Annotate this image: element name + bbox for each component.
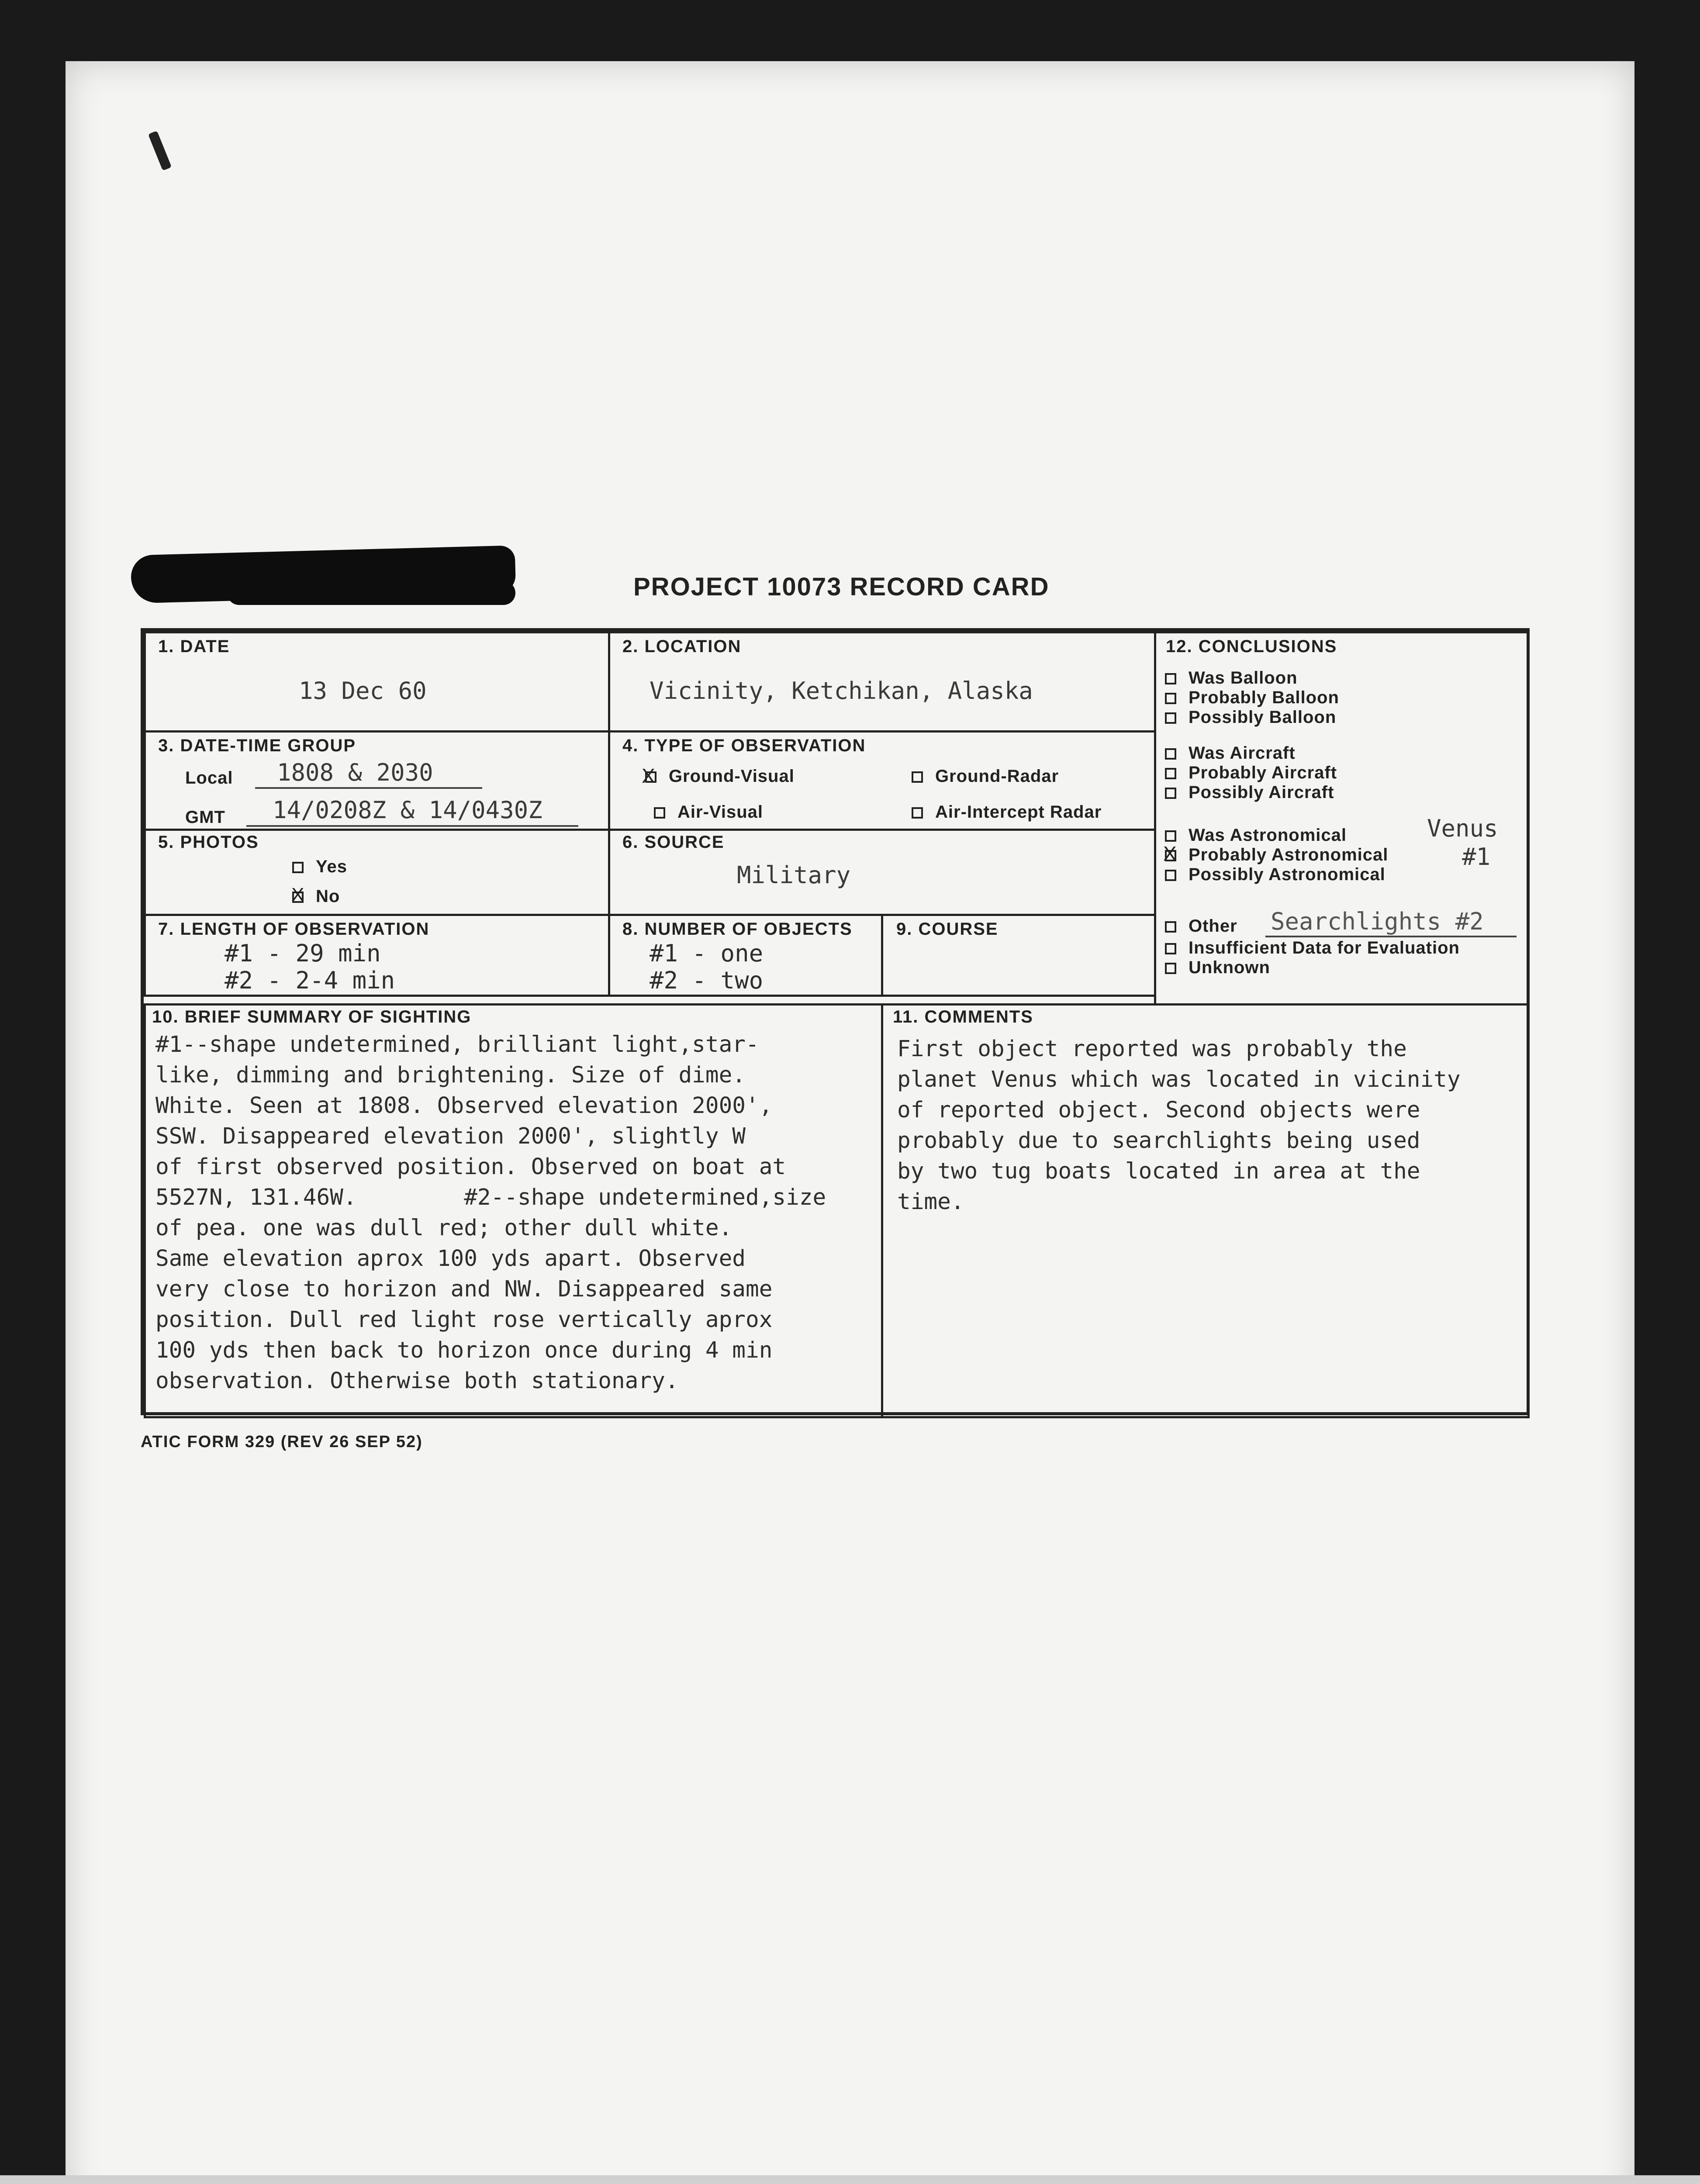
location-cell [608,631,1156,733]
unknown-option[interactable] [1165,958,1270,978]
date-value: 13 Dec 60 [299,677,427,705]
astronomical-note-number: #1 [1462,843,1491,871]
photos-cell [144,829,610,916]
summary-line-7: of pea. one was dull red; other dull white. [155,1215,733,1241]
probably-aircraft-option[interactable] [1165,763,1337,783]
insufficient-data-label: Insufficient Data for Evaluation [1189,938,1460,957]
photos-no-check: X [291,884,305,905]
comments-line-5: by two tug boats located in area at the [897,1158,1420,1184]
air-visual-label: Air-Visual [677,802,763,822]
probably-balloon-checkbox[interactable] [1165,693,1176,704]
was-aircraft-checkbox[interactable] [1165,748,1176,760]
summary-line-3: White. Seen at 1808. Observed elevation 2000', [155,1093,773,1119]
was-balloon-label: Was Balloon [1189,668,1298,688]
possibly-aircraft-checkbox[interactable] [1165,788,1176,799]
was-balloon-option[interactable] [1165,668,1298,688]
other-underline [1265,936,1517,937]
record-card [141,628,1530,1415]
air-intercept-radar-checkbox[interactable] [912,807,923,819]
date-cell [144,631,610,733]
location-value: Vicinity, Ketchikan, Alaska [650,677,1033,705]
probably-astronomical-label: Probably Astronomical [1189,845,1389,864]
conclusions-cell [1154,631,1530,1006]
length-of-observation-values [225,940,395,994]
unknown-label: Unknown [1189,958,1270,977]
gmt-value: 14/0208Z & 14/0430Z [273,796,542,824]
probably-aircraft-checkbox[interactable] [1165,768,1176,779]
ground-radar-checkbox[interactable] [912,771,923,783]
brief-summary-text [155,1030,826,1396]
gmt-label: GMT [185,808,225,827]
comments-line-6: time. [897,1189,964,1215]
ground-visual-label: Ground-Visual [669,767,795,786]
possibly-balloon-option[interactable] [1165,708,1336,727]
course-cell [881,914,1156,997]
summary-line-8: Same elevation aprox 100 yds apart. Observed [155,1246,746,1272]
possibly-balloon-label: Possibly Balloon [1189,708,1337,727]
number-of-objects-values [650,940,763,994]
possibly-aircraft-label: Possibly Aircraft [1189,783,1334,802]
air-intercept-radar-label: Air-Intercept Radar [935,802,1102,822]
ground-visual-option[interactable] [642,764,795,787]
unknown-checkbox[interactable] [1165,963,1176,974]
objects-line-2: #2 - two [650,967,764,994]
was-astronomical-label: Was Astronomical [1189,826,1347,845]
possibly-astronomical-option[interactable] [1165,865,1386,885]
location-label: 2. LOCATION [622,637,742,656]
course-label: 9. COURSE [896,919,999,939]
photos-yes-checkbox[interactable] [292,862,304,873]
date-time-group-label: 3. DATE-TIME GROUP [158,736,356,755]
background-band [0,2175,1700,2184]
was-balloon-checkbox[interactable] [1165,673,1176,684]
conclusions-label: 12. CONCLUSIONS [1166,637,1337,656]
comments-cell [881,1003,1530,1418]
brief-summary-cell [144,1003,883,1418]
other-checkbox[interactable] [1165,921,1176,933]
summary-line-12: observation. Otherwise both stationary. [155,1368,679,1394]
number-of-objects-label: 8. NUMBER OF OBJECTS [622,919,853,939]
brief-summary-label: 10. BRIEF SUMMARY OF SIGHTING [152,1007,472,1026]
summary-line-5: of first observed position. Observed on boat at [155,1154,786,1180]
was-aircraft-option[interactable] [1165,743,1296,763]
photos-yes-option[interactable] [292,857,347,877]
summary-line-4: SSW. Disappeared elevation 2000', slightly W [155,1123,746,1149]
summary-line-10: position. Dull red light rose vertically aprox [155,1307,773,1333]
card-title: PROJECT 10073 RECORD CARD [633,573,1050,601]
comments-line-4: probably due to searchlights being used [897,1128,1420,1154]
probably-balloon-option[interactable] [1165,688,1339,708]
photos-yes-label: Yes [316,857,347,876]
length-line-2: #2 - 2-4 min [225,967,395,994]
source-label: 6. SOURCE [622,833,725,852]
objects-line-1: #1 - one [650,940,764,967]
summary-line-1: #1--shape undetermined, brilliant light,star- [155,1032,759,1057]
was-astronomical-checkbox[interactable] [1165,830,1176,842]
other-value: Searchlights #2 [1271,908,1484,935]
air-intercept-radar-option[interactable] [912,802,1102,822]
local-underline [255,787,482,789]
type-of-observation-label: 4. TYPE OF OBSERVATION [622,736,866,755]
ground-radar-label: Ground-Radar [935,767,1059,786]
probably-astronomical-option[interactable] [1163,842,1389,865]
air-visual-checkbox[interactable] [654,807,665,819]
gmt-underline [246,825,578,827]
date-label: 1. DATE [158,637,230,656]
other-label: Other [1189,916,1237,936]
ground-visual-check: X [642,764,656,787]
probably-astronomical-check: X [1163,842,1177,865]
date-time-group-cell [144,730,610,831]
probably-balloon-label: Probably Balloon [1189,688,1339,707]
comments-label: 11. COMMENTS [893,1007,1033,1026]
form-footer: ATIC FORM 329 (REV 26 SEP 52) [141,1433,423,1451]
photos-no-label: No [316,887,340,906]
redaction-mark-tail [227,581,515,605]
length-of-observation-label: 7. LENGTH OF OBSERVATION [158,919,430,939]
comments-line-1: First object reported was probably the [897,1036,1407,1062]
source-cell [608,829,1156,916]
summary-line-2: like, dimming and brightening. Size of dime. [155,1062,746,1088]
summary-line-11: 100 yds then back to horizon once during 4 min [155,1337,773,1363]
air-visual-option[interactable] [654,802,763,822]
length-of-observation-cell [144,914,610,997]
type-of-observation-cell [608,730,1156,831]
length-line-1: #1 - 29 min [225,940,381,967]
comments-line-3: of reported object. Second objects were [897,1097,1420,1123]
summary-line-9: very close to horizon and NW. Disappeared same [155,1276,773,1302]
astronomical-note-venus: Venus [1427,815,1498,842]
possibly-aircraft-option[interactable] [1165,783,1334,802]
was-aircraft-label: Was Aircraft [1189,743,1296,763]
other-option[interactable] [1165,916,1237,936]
ground-radar-option[interactable] [912,767,1059,786]
probably-aircraft-label: Probably Aircraft [1189,763,1337,782]
photos-label: 5. PHOTOS [158,833,259,852]
local-value: 1808 & 2030 [277,759,433,786]
insufficient-data-checkbox[interactable] [1165,943,1176,954]
local-label: Local [185,768,233,788]
comments-line-2: planet Venus which was located in vicinity [897,1067,1461,1092]
comments-text [897,1034,1461,1217]
photos-no-option[interactable] [291,884,340,906]
was-astronomical-option[interactable] [1165,826,1347,845]
possibly-astronomical-checkbox[interactable] [1165,870,1176,881]
insufficient-data-option[interactable] [1165,938,1460,958]
number-of-objects-cell [608,914,883,997]
source-value: Military [737,861,851,889]
possibly-balloon-checkbox[interactable] [1165,712,1176,724]
possibly-astronomical-label: Possibly Astronomical [1189,865,1386,884]
summary-line-6: 5527N, 131.46W. #2--shape undetermined,size [155,1185,826,1210]
